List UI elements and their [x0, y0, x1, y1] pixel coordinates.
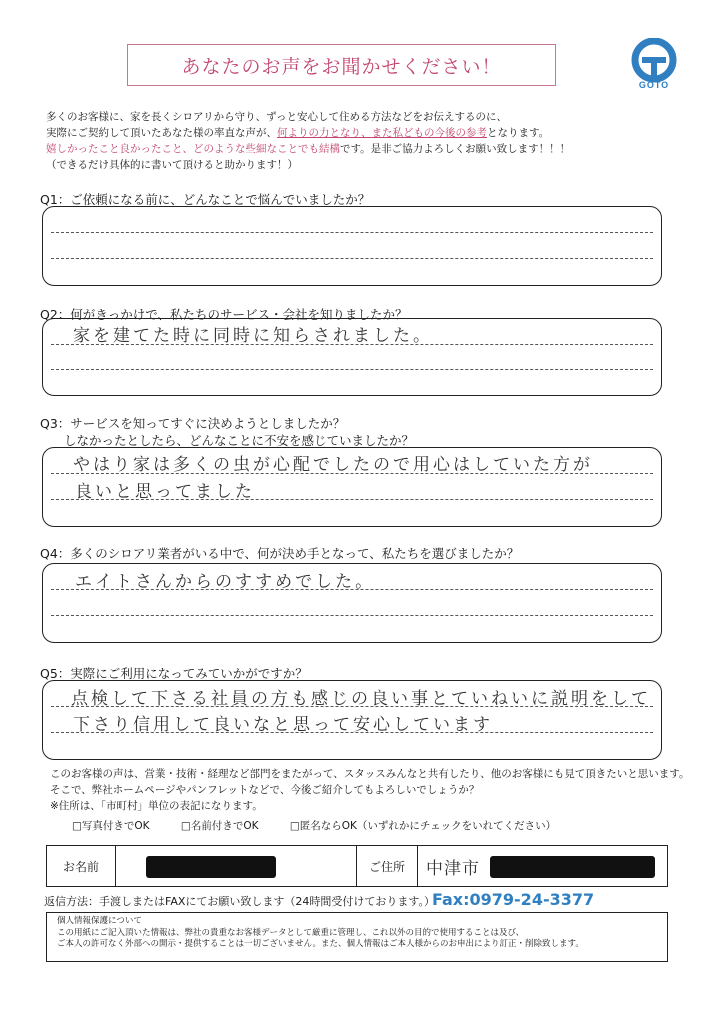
logo-text: GOTO [638, 80, 670, 90]
question-5-label: Q5：実際にご利用になってみていかがですか？ [40, 666, 308, 681]
note-line-1: このお客様の声は、営業・技術・経理など部門をまたがって、スタッスみんなと共有したり、他のお客様にも見て頂きたいと思います。 [50, 768, 690, 780]
answer-5-line-1: 点検して下さる社員の方も感じの良い事とていねいに説明をして [71, 689, 651, 709]
answer-5-line-2: 下さり信用して良いなと思って安心しています [73, 715, 493, 735]
checkbox-name-ok[interactable]: □名前付きでOK [180, 820, 259, 832]
answer-box-5[interactable] [42, 680, 662, 760]
question-3-sublabel: しなかったとしたら、どんなことに不安を感じていましたか？ [64, 433, 415, 448]
question-1-label: Q1：ご依頼になる前に、どんなことで悩んでいましたか？ [40, 192, 371, 207]
privacy-line-1: 個人情報保護について [57, 916, 142, 926]
answer-3-line-2: 良いと思ってました [75, 482, 255, 502]
answer-box-2[interactable] [42, 318, 662, 396]
name-field[interactable] [116, 846, 357, 886]
answer-3-line-1: やはり家は多くの虫が心配でしたので用心はしていた方が [73, 455, 593, 475]
reply-method: 返信方法：手渡しまたはFAXにてお願い致します（24時間受付けております。） [44, 895, 435, 908]
address-value: 中津市 [426, 858, 480, 879]
privacy-line-2: この用紙にご記入頂いた情報は、弊社の貴重なお客様データとして厳重に管理し、これ以外の目的で使用することは及び、 [57, 927, 525, 938]
address-redaction [490, 856, 655, 878]
question-3-label: Q3：サービスを知ってすぐに決めようとしましたか？ [40, 416, 346, 431]
intro-line-3: 嬉しかったこと良かったこと、どのような些細なことでも結構です。是非ご協力よろしくお願い致します！！！ [46, 143, 571, 155]
answer-box-4[interactable] [42, 563, 662, 643]
intro-line-2: 実際にご契約して頂いたあなた様の率直な声が、何よりの力となり、また私どもの今後の参考となります。 [46, 127, 550, 139]
name-label: お名前 [47, 846, 116, 886]
answer-4-line-1: エイトさんからのすすめでした。 [75, 572, 376, 592]
address-field[interactable] [418, 846, 667, 886]
customer-info-table [46, 845, 668, 887]
answer-box-3[interactable] [42, 447, 662, 527]
checkbox-anonymous-ok[interactable]: □匿名ならOK（いずれかにチェックをいれてください） [289, 820, 557, 832]
note-line-3: ※住所は、「市町村」単位の表記になります。 [50, 800, 263, 812]
address-label: ご住所 [357, 846, 418, 886]
answer-2-line-1: 家を建てた時に同時に知らされました。 [73, 326, 433, 346]
intro-line-4: （できるだけ具体的に書いて頂けると助かります！） [46, 159, 298, 171]
question-4-label: Q4：多くのシロアリ業者がいる中で、何が決め手となって、私たちを選びましたか？ [40, 546, 520, 561]
note-line-2: そこで、弊社ホームページやパンフレットなどで、今後ご紹介してもよろしいでしょうか？ [50, 784, 480, 796]
checkbox-photo-ok[interactable]: □写真付きでOK [72, 820, 150, 832]
answer-box-1[interactable] [42, 206, 662, 286]
fax-number: Fax:0979-24-3377 [432, 890, 595, 909]
privacy-notice [46, 912, 668, 962]
permission-checkboxes [72, 818, 584, 833]
privacy-line-3: ご本人の許可なく外部への開示・提供することは一切ございません。また、個人情報はご本人様からのお申出により訂正・削除致します。 [57, 939, 584, 949]
name-redaction [146, 856, 276, 878]
page-title: あなたのお声をお聞かせください！ [127, 44, 556, 86]
question-2-label: Q2：何がきっかけで、私たちのサービス・会社を知りましたか？ [40, 307, 408, 322]
intro-line-1: 多くのお客様に、家を長くシロアリから守り、ずっと安心して住める方法などをお伝えするのに、 [46, 111, 507, 123]
